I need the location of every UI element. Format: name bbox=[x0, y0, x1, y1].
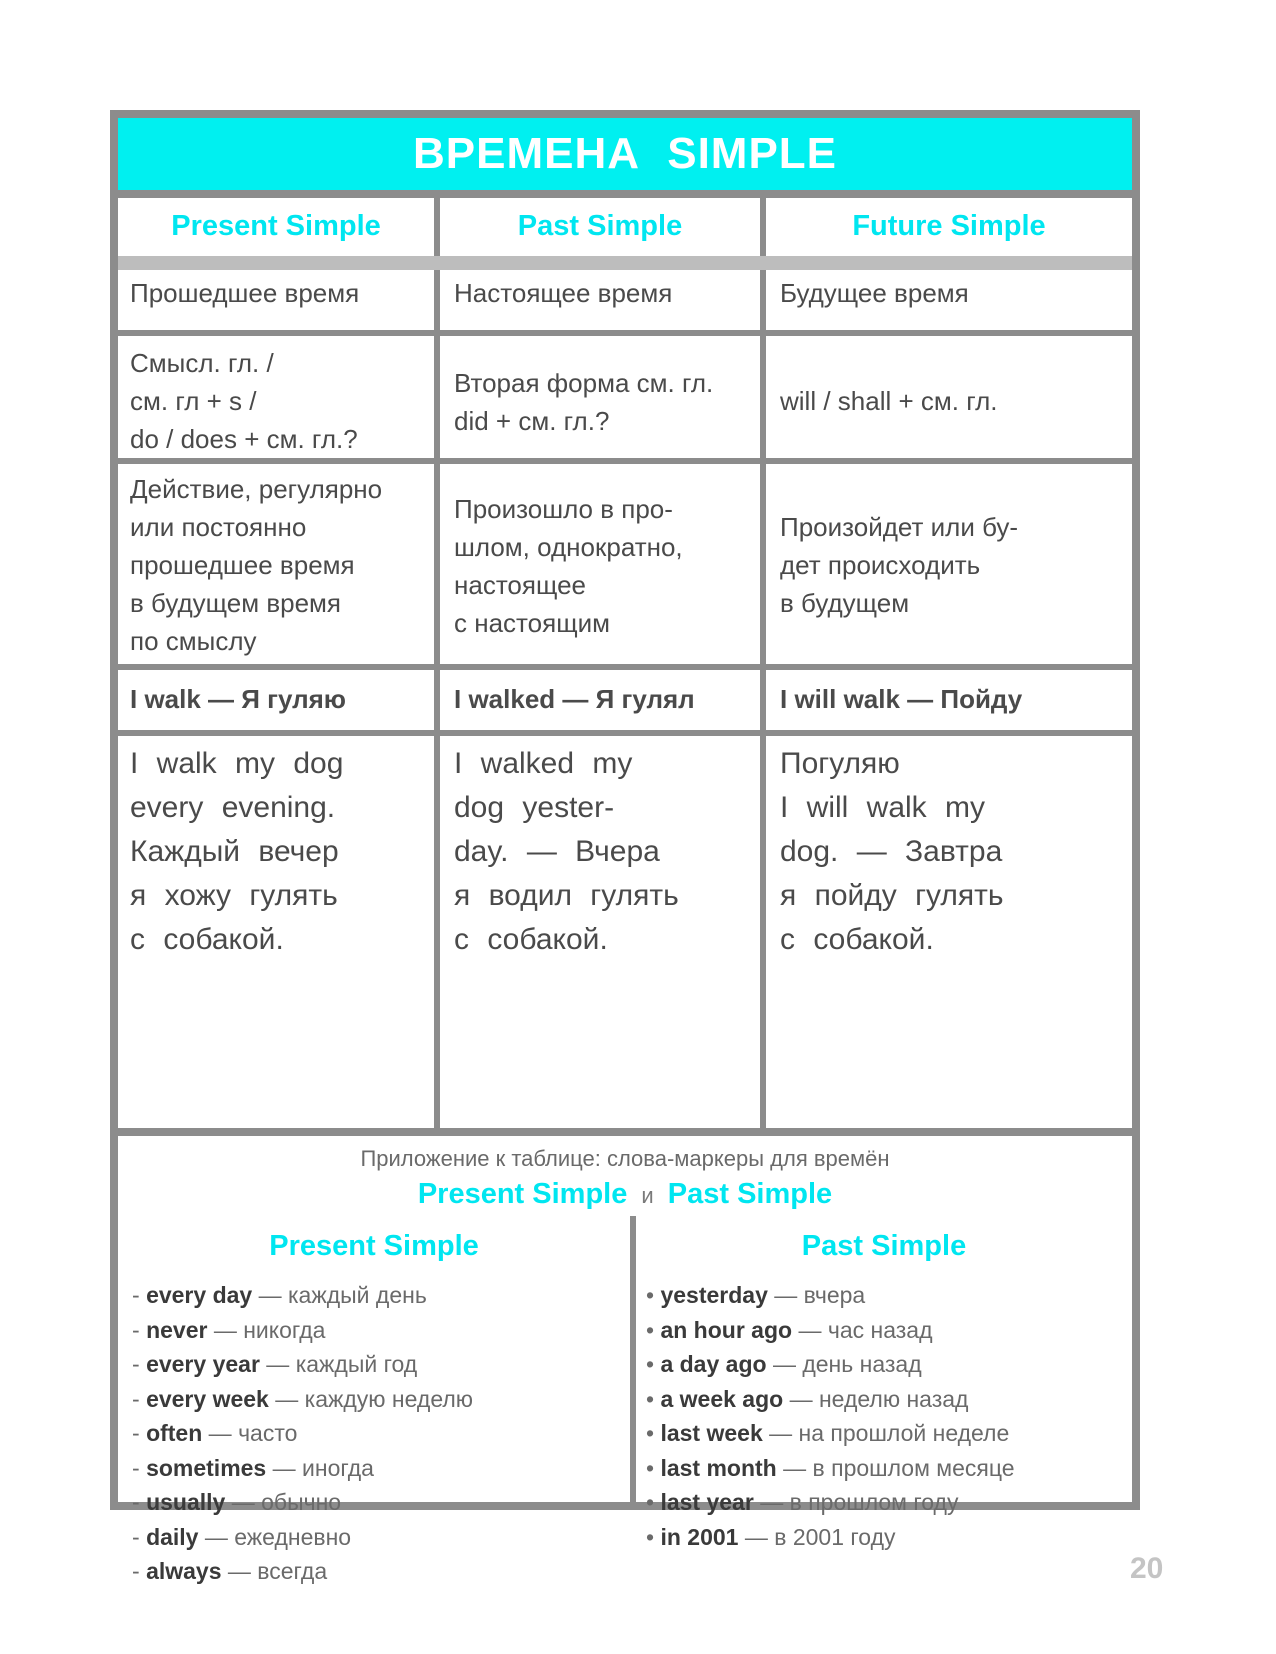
row-divider bbox=[118, 256, 1132, 270]
usage-line: прошедшее время bbox=[130, 550, 355, 580]
list-item: • last month — в прошлом месяце bbox=[646, 1454, 1015, 1481]
title-bar bbox=[118, 118, 1132, 198]
example-line: I walk my dog bbox=[130, 747, 344, 780]
formula-line: do / does + см. гл.? bbox=[130, 424, 358, 454]
list-item: - never — никогда bbox=[132, 1316, 326, 1343]
formula-line: did + см. гл.? bbox=[454, 406, 610, 436]
formula-line: will / shall + см. гл. bbox=[780, 386, 998, 416]
page-number: 20 bbox=[1130, 1552, 1164, 1585]
usage-line: с настоящим bbox=[454, 608, 610, 638]
usage-past bbox=[454, 490, 683, 642]
example-short-past: I walked — Я гулял bbox=[454, 684, 695, 714]
grammar-table bbox=[110, 110, 1140, 1584]
row-divider bbox=[118, 330, 1132, 336]
meaning-present: Прошедшее время bbox=[130, 278, 360, 308]
row-divider bbox=[118, 730, 1132, 736]
signal-words-subtitle bbox=[118, 1178, 1132, 1211]
example-line: Погуляю bbox=[780, 747, 900, 780]
formula-past bbox=[454, 364, 713, 440]
present-heading: Present Simple bbox=[269, 1230, 479, 1262]
list-item: • last year — в прошлом году bbox=[646, 1489, 959, 1515]
present-signal-list bbox=[132, 1278, 473, 1589]
example-line: я пойду гулять bbox=[780, 879, 1004, 912]
subtitle-past: Past Simple bbox=[667, 1178, 833, 1210]
subtitle-present: Present Simple bbox=[417, 1178, 628, 1210]
example-line: I walked my bbox=[454, 747, 633, 780]
list-item: - daily — ежедневно bbox=[132, 1523, 352, 1550]
signal-words-section bbox=[118, 1128, 1132, 1584]
usage-line: по смыслу bbox=[130, 626, 257, 656]
formula-line: Смысл. гл. / bbox=[130, 348, 274, 378]
usage-line: шлом, однократно, bbox=[454, 532, 683, 562]
meaning-future: Будущее время bbox=[780, 278, 969, 308]
list-item: • a day ago — день назад bbox=[646, 1351, 922, 1377]
usage-line: или постоянно bbox=[130, 512, 307, 542]
example-past bbox=[454, 742, 679, 962]
usage-present bbox=[130, 470, 382, 660]
example-future bbox=[780, 742, 1004, 962]
list-item: • an hour ago — час назад bbox=[646, 1316, 933, 1343]
usage-line: Произойдет или бу- bbox=[780, 512, 1019, 542]
list-item: - usually — обычно bbox=[132, 1489, 342, 1515]
signal-words-intro: Приложение к таблице: слова-маркеры для времён bbox=[360, 1146, 890, 1171]
list-item: - every year — каждый год bbox=[132, 1351, 418, 1377]
example-line: dog. — Завтра bbox=[780, 835, 1003, 868]
list-item: • in 2001 — в 2001 году bbox=[646, 1523, 896, 1550]
column-heading-present: Present Simple bbox=[171, 210, 381, 242]
row-divider bbox=[118, 458, 1132, 464]
list-item: - often — часто bbox=[132, 1420, 298, 1446]
formula-present bbox=[130, 344, 358, 458]
example-short-present: I walk — Я гуляю bbox=[130, 684, 347, 714]
column-divider bbox=[434, 198, 440, 1128]
meaning-past: Настоящее время bbox=[454, 278, 673, 308]
column-divider bbox=[760, 198, 766, 1128]
column-heading-future: Future Simple bbox=[852, 210, 1046, 242]
formula-future bbox=[780, 382, 998, 420]
example-short-future: I will walk — Пойду bbox=[780, 684, 1023, 714]
list-item: - every day — каждый день bbox=[132, 1282, 427, 1308]
tenses-grid bbox=[118, 198, 1132, 1128]
example-line: я хожу гулять bbox=[130, 879, 338, 912]
usage-line: в будущем bbox=[780, 588, 910, 618]
subtitle-and: и bbox=[641, 1183, 654, 1208]
example-line: с собакой. bbox=[780, 923, 934, 956]
example-line: с собакой. bbox=[130, 923, 284, 956]
usage-line: в будущем время bbox=[130, 588, 342, 618]
example-line: я водил гулять bbox=[454, 879, 679, 912]
example-line: с собакой. bbox=[454, 923, 608, 956]
list-item: • a week ago — неделю назад bbox=[646, 1385, 969, 1412]
usage-line: Произошло в про- bbox=[454, 494, 673, 524]
row-divider bbox=[118, 664, 1132, 670]
formula-line: см. гл + s / bbox=[130, 386, 257, 416]
past-signal-list bbox=[646, 1278, 1015, 1554]
example-present bbox=[130, 742, 343, 962]
example-line: Каждый вечер bbox=[130, 835, 339, 868]
formula-line: Вторая форма см. гл. bbox=[454, 368, 714, 398]
example-line: every evening. bbox=[130, 791, 336, 824]
list-item: • last week — на прошлой неделе bbox=[646, 1420, 1010, 1446]
list-item: • yesterday — вчера bbox=[646, 1282, 866, 1308]
usage-line: дет происходить bbox=[780, 550, 981, 580]
list-item: - always — всегда bbox=[132, 1558, 328, 1584]
example-line: I will walk my bbox=[780, 791, 986, 824]
example-line: day. — Вчера bbox=[454, 835, 660, 868]
page-title: ВРЕМЕНА SIMPLE bbox=[412, 129, 838, 178]
list-item: - every week — каждую неделю bbox=[132, 1385, 474, 1412]
example-line: dog yester- bbox=[454, 791, 615, 824]
past-heading: Past Simple bbox=[801, 1230, 967, 1262]
column-heading-past: Past Simple bbox=[517, 210, 683, 242]
usage-line: Действие, регулярно bbox=[130, 474, 383, 504]
usage-line: настоящее bbox=[454, 570, 586, 600]
list-item: - sometimes — иногда bbox=[132, 1454, 374, 1481]
usage-future bbox=[780, 508, 1018, 622]
